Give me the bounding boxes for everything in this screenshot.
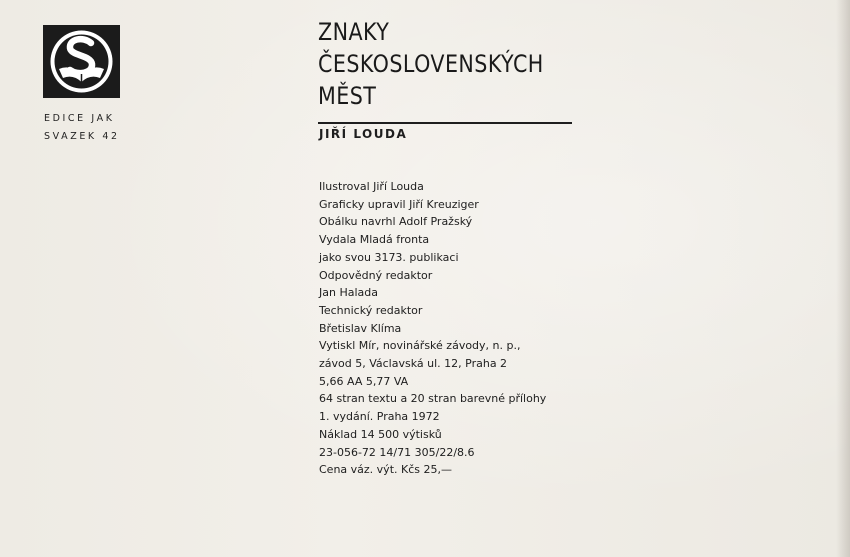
colophon-line: 23-056-72 14/71 305/22/8.6 — [319, 445, 475, 459]
colophon-line: 1. vydání. Praha 1972 — [319, 410, 440, 424]
colophon-line: 64 stran textu a 20 stran barevné přílohy — [319, 392, 547, 406]
edition-volume: SVAZEK 42 — [44, 131, 120, 142]
colophon-line: jako svou 3173. publikaci — [319, 250, 459, 264]
colophon-line: Obálku navrhl Adolf Pražský — [319, 215, 473, 229]
title-line-1: ZNAKY — [318, 18, 390, 46]
colophon — [319, 178, 546, 479]
colophon-line: Jan Halada — [319, 286, 378, 300]
edition-info — [44, 110, 120, 146]
colophon-line: Vydala Mladá fronta — [319, 233, 430, 247]
colophon-line: Cena váz. výt. Kčs 25,— — [319, 463, 452, 477]
title-line-2: ČESKOSLOVENSKÝCH — [318, 50, 544, 78]
page-edge-shadow — [836, 0, 850, 557]
colophon-line: Odpovědný redaktor — [319, 268, 433, 282]
colophon-line: Technický redaktor — [319, 303, 423, 317]
book-title — [318, 16, 544, 112]
colophon-line: Břetislav Klíma — [319, 321, 402, 335]
title-divider — [318, 122, 572, 124]
colophon-line: 5,66 AA 5,77 VA — [319, 374, 409, 388]
edition-logo-icon — [43, 25, 120, 98]
edition-series: EDICE JAK — [44, 113, 115, 124]
colophon-line: závod 5, Václavská ul. 12, Praha 2 — [319, 357, 508, 371]
colophon-line: Ilustroval Jiří Louda — [319, 180, 424, 193]
colophon-line: Graficky upravil Jiří Kreuziger — [319, 197, 479, 211]
colophon-line: Náklad 14 500 výtisků — [319, 427, 442, 441]
book-author: JIŘÍ LOUDA — [319, 127, 408, 141]
colophon-line: Vytiskl Mír, novinářské závody, n. p., — [319, 339, 521, 353]
title-line-3: MĚST — [318, 82, 377, 110]
